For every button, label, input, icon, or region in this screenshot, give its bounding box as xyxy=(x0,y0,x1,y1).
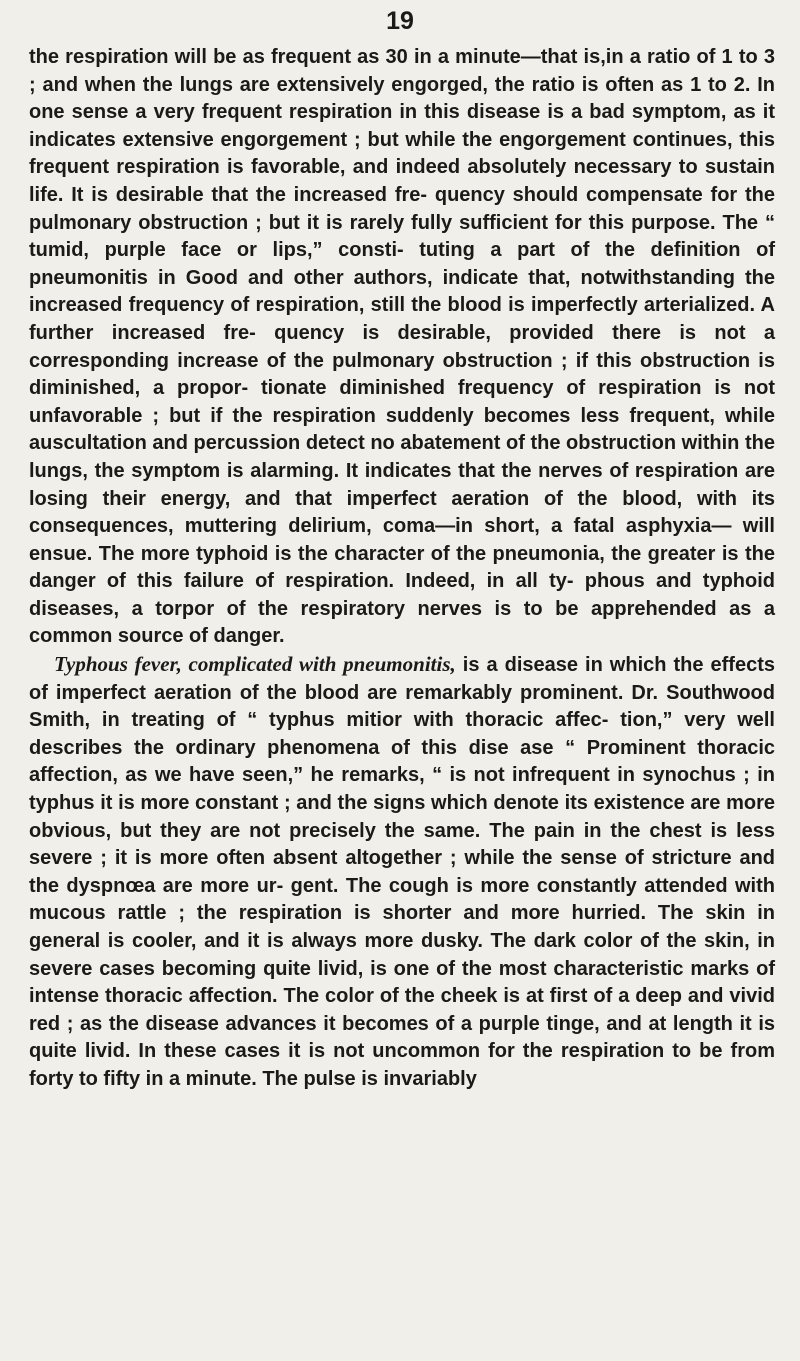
page-number: 19 xyxy=(386,7,414,35)
body-text xyxy=(29,44,775,1094)
paragraph-2 xyxy=(29,651,775,1094)
paragraph-2-text: is a disease in which the effects of imperfect aeration of the blood are remarkably prominent. Dr. Southwood Smith, in treating of “ typhus mitior with thoracic affec- tion,” very well describes the ordinary phenomena of this dise ase “ Prominent thoracic affection, as we have seen,” he remarks, “ is not infrequent in synochus ; in typhus it is more constant ; and the signs which denote its existence are more obvious, but they are not precisely the same. The pain in the chest is less severe ; it is more often absent altogether ; while the sense of stricture and the dyspnœa are more ur- gent. The cough is more constantly attended with mucous rattle ; the respiration is shorter and more hurried. The skin in general is cooler, and it is always more dusky. The dark color of the skin, in severe cases becoming quite livid, is one of the most characteristic marks of intense thoracic affection. The color of the cheek is at first of a deep and vivid red ; as the disease advances it becomes of a purple tinge, and at length it is quite livid. In these cases it is not uncommon for the respiration to be from forty to fifty in a minute. The pulse is invariably xyxy=(29,654,775,1090)
paragraph-1 xyxy=(29,44,775,651)
paragraph-1-text: the respiration will be as frequent as 30 in a minute—that is,in a ratio of 1 to 3 ; and when the lungs are extensively engorged, the ratio is often as 1 to 2. In one sense a very frequent respiration in this disease is a bad symptom, as it indicates extensive engorgement ; but while the engorgement continues, this frequent respiration is favorable, and indeed absolutely necessary to sustain life. It is desirable that the increased fre- quency should compensate for the pulmonary obstruction ; but it is rarely fully sufficient for this purpose. The “ tumid, purple face or lips,” consti- tuting a part of the definition of pneumonitis in Good and other authors, indicate that, notwithstanding the increased frequency of respiration, still the blood is imperfectly arterialized. A further increased fre- quency is desirable, provided there is not a corresponding increase of the pulmonary obstruction ; if this obstruction is diminished, a propor- tionate diminished frequency of respiration is not unfavorable ; but if the respiration suddenly becomes less frequent, while auscultation and percussion detect no abatement of the obstruction within the lungs, the symptom is alarming. It indicates that the nerves of respiration are losing their energy, and that imperfect aeration of the blood, with its consequences, muttering delirium, coma—in short, a fatal asphyxia— will ensue. The more typhoid is the character of the pneumonia, the greater is the danger of this failure of respiration. Indeed, in all ty- phous and typhoid diseases, a torpor of the respiratory nerves is to be apprehended as a common source of danger. xyxy=(29,46,775,648)
italic-heading: Typhous fever, complicated with pneumonitis, xyxy=(54,652,456,677)
